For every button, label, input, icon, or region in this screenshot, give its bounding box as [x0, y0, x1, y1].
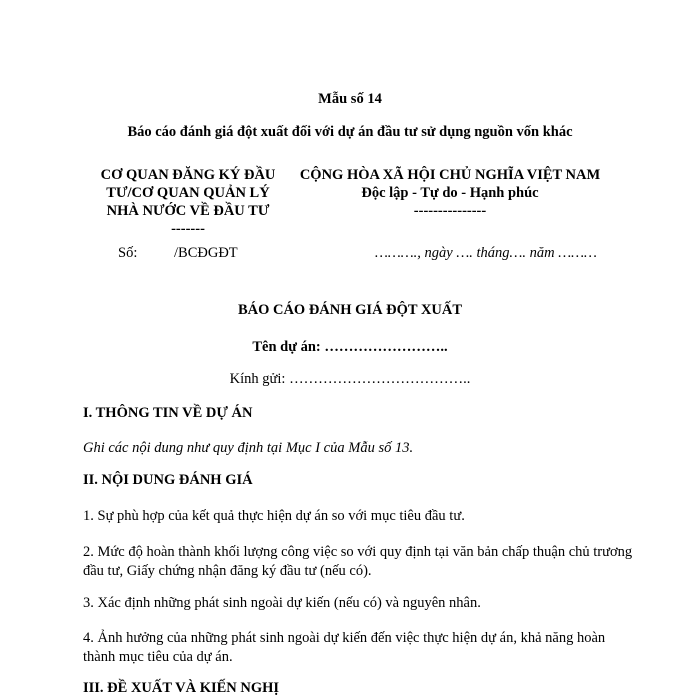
- section-3-title: III. ĐỀ XUẤT VÀ KIẾN NGHỊ: [83, 680, 280, 696]
- agency-line-1: CƠ QUAN ĐĂNG KÝ ĐẦU: [100, 167, 276, 183]
- evaluation-item-1: 1. Sự phù hợp của kết quả thực hiện dự án so với mục tiêu đầu tư.: [83, 508, 465, 524]
- agency-header: [78, 166, 298, 238]
- motto-rule: ---------------: [413, 203, 487, 219]
- evaluation-item-2: 2. Mức độ hoàn thành khối lượng công việc so với quy định tại văn bản chấp thuận chủ trương đầu tư, Giấy chứng nhận đăng ký đầu tư (nếu có).: [83, 544, 633, 579]
- date-line: ………., ngày …. tháng…. năm ………: [375, 245, 597, 261]
- agency-line-3: NHÀ NƯỚC VỀ ĐẦU TƯ: [106, 203, 270, 219]
- country-name: CỘNG HÒA XÃ HỘI CHỦ NGHĨA VIỆT NAM: [299, 167, 601, 183]
- form-number: Mẫu số 14: [318, 91, 382, 107]
- document-number-label: Số:: [118, 245, 138, 261]
- section-1-title: I. THÔNG TIN VỀ DỰ ÁN: [83, 405, 253, 421]
- section-2-title: II. NỘI DUNG ĐÁNH GIÁ: [83, 472, 253, 488]
- national-header: [280, 166, 620, 220]
- section-1-note: Ghi các nội dung như quy định tại Mục I của Mẫu số 13.: [83, 440, 414, 456]
- recipient-line: Kính gửi: ………………………………..: [229, 371, 471, 387]
- project-name: Tên dự án: ……………………..: [252, 339, 448, 355]
- form-caption: Báo cáo đánh giá đột xuất đối với dự án đầu tư sử dụng nguồn vốn khác: [127, 124, 573, 140]
- evaluation-item-4: 4. Ảnh hưởng của những phát sinh ngoài dự kiến đến việc thực hiện dự án, khả năng hoàn thành mục tiêu của dự án.: [83, 630, 606, 665]
- national-motto: Độc lập - Tự do - Hạnh phúc: [361, 185, 539, 201]
- agency-line-2: TƯ/CƠ QUAN QUẢN LÝ: [106, 185, 270, 201]
- report-title: BÁO CÁO ĐÁNH GIÁ ĐỘT XUẤT: [237, 302, 463, 318]
- agency-rule: -------: [171, 221, 205, 237]
- evaluation-item-3: 3. Xác định những phát sinh ngoài dự kiến (nếu có) và nguyên nhân.: [83, 595, 481, 611]
- document-number-code: /BCĐGĐT: [174, 245, 238, 261]
